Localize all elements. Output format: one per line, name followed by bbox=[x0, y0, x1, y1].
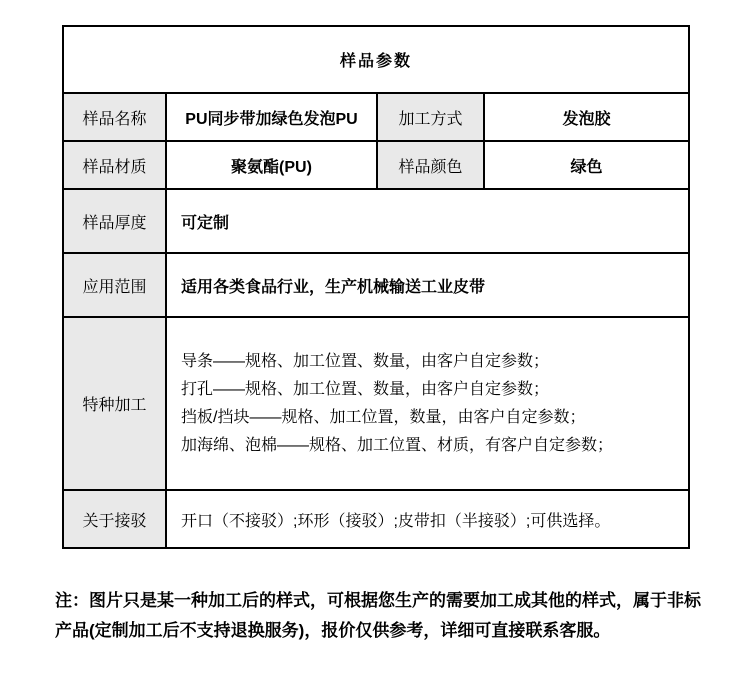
special-processing-line: 导条——规格、加工位置、数量，由客户自定参数； bbox=[181, 352, 550, 370]
value-process-method: 发泡胶 bbox=[484, 93, 689, 141]
value-about-joining: 开口（不接驳）;环形（接驳）;皮带扣（半接驳）;可供选择。 bbox=[166, 490, 689, 548]
value-sample-material: 聚氨酯(PU) bbox=[166, 141, 377, 189]
sample-parameters-section bbox=[62, 25, 690, 549]
value-special-processing bbox=[166, 317, 689, 490]
label-sample-color: 样品颜色 bbox=[377, 141, 484, 189]
value-sample-color: 绿色 bbox=[484, 141, 689, 189]
label-about-joining: 关于接驳 bbox=[63, 490, 166, 548]
label-process-method: 加工方式 bbox=[377, 93, 484, 141]
label-sample-material: 样品材质 bbox=[63, 141, 166, 189]
value-sample-name: PU同步带加绿色发泡PU bbox=[166, 93, 377, 141]
table-title: 样品参数 bbox=[63, 26, 689, 93]
label-sample-name: 样品名称 bbox=[63, 93, 166, 141]
table-row bbox=[63, 317, 689, 490]
table-row bbox=[63, 253, 689, 317]
table-row bbox=[63, 490, 689, 548]
table-row bbox=[63, 141, 689, 189]
table-row bbox=[63, 189, 689, 253]
table-row bbox=[63, 93, 689, 141]
spec-table bbox=[62, 25, 690, 549]
special-processing-line: 打孔——规格、加工位置、数量，由客户自定参数； bbox=[181, 380, 550, 398]
value-application-scope: 适用各类食品行业，生产机械输送工业皮带 bbox=[166, 253, 689, 317]
label-application-scope: 应用范围 bbox=[63, 253, 166, 317]
special-processing-line: 加海绵、泡棉——规格、加工位置、材质，有客户自定参数； bbox=[181, 436, 614, 454]
label-sample-thickness: 样品厚度 bbox=[63, 189, 166, 253]
value-sample-thickness: 可定制 bbox=[166, 189, 689, 253]
footer-note: 注：图片只是某一种加工后的样式，可根据您生产的需要加工成其他的样式，属于非标产品(定制加工后不支持退换服务)，报价仅供参考，详细可直接联系客服。 bbox=[55, 591, 701, 640]
special-processing-line: 挡板/挡块——规格、加工位置，数量，由客户自定参数； bbox=[181, 408, 586, 426]
label-special-processing: 特种加工 bbox=[63, 317, 166, 490]
title-row bbox=[63, 26, 689, 93]
